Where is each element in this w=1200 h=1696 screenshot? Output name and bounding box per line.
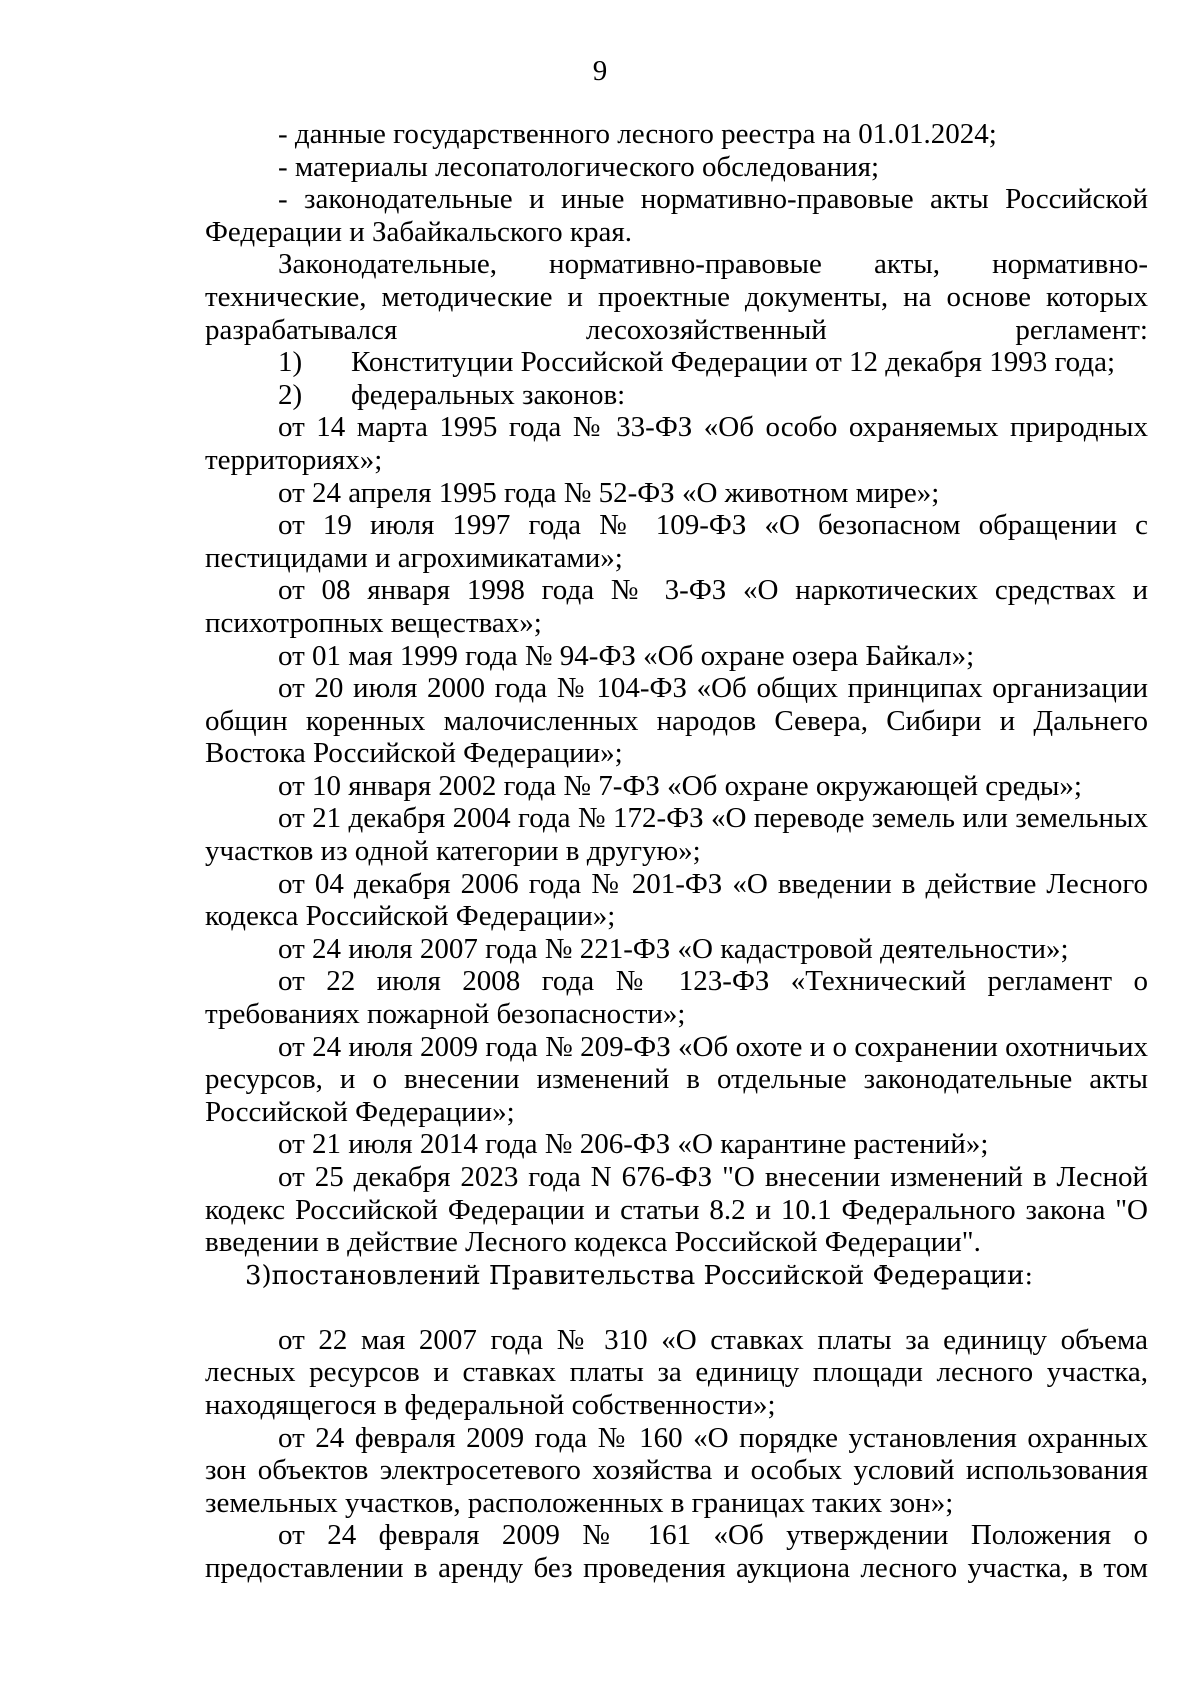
- paragraph: от 22 мая 2007 года № 310 «О ставках платы за единицу объема лесных ресурсов и ставках платы за единицу площади лесного участка, находящегося в федеральной собственности»;: [205, 1323, 1148, 1421]
- paragraph: от 24 февраля 2009 № 161 «Об утверждении Положения о предоставлении в аренду без проведения аукциона лесного участка, в том: [205, 1519, 1148, 1584]
- item-text: федеральных законов:: [351, 378, 626, 411]
- paragraph: Законодательные, нормативно-правовые акты, нормативно-технические, методические и проектные документы, на основе которых разрабатывался лесохозяйственный регламент:: [205, 248, 1148, 346]
- document-body: [205, 118, 1148, 1585]
- paragraph: от 21 июля 2014 года № 206-ФЗ «О карантине растений»;: [278, 1128, 989, 1161]
- paragraph: - данные государственного лесного реестра на 01.01.2024;: [278, 118, 997, 150]
- paragraph: от 21 декабря 2004 года № 172-ФЗ «О переводе земель или земельных участков из одной категории в другую»;: [205, 802, 1148, 868]
- paragraph: от 01 мая 1999 года № 94-ФЗ «Об охране озера Байкал»;: [278, 639, 975, 672]
- paragraph: - материалы лесопатологического обследования;: [278, 150, 879, 183]
- paragraph: - законодательные и иные нормативно-правовые акты Российской Федерации и Забайкальского края.: [205, 183, 1148, 248]
- paragraph: от 20 июля 2000 года № 104-ФЗ «Об общих принципах организации общин коренных малочисленных народов Севера, Сибири и Дальнего Востока Российской Федерации»;: [205, 672, 1148, 770]
- paragraph: от 08 января 1998 года № 3-ФЗ «О наркотических средствах и психотропных веществах»;: [205, 574, 1148, 639]
- paragraph: от 19 июля 1997 года № 109-ФЗ «О безопасном обращении с пестицидами и агрохимикатами»;: [205, 509, 1148, 574]
- paragraph: от 24 февраля 2009 года № 160 «О порядке установления охранных зон объектов электросетевого хозяйства и особых условий использования земельных участков, расположенных в границах таких зон»;: [205, 1421, 1148, 1519]
- paragraph: от 10 января 2002 года № 7-ФЗ «Об охране окружающей среды»;: [278, 769, 1082, 802]
- page-number: 9: [592, 55, 608, 87]
- section-heading: 3)постановлений Правительства Российской Федерации:: [245, 1260, 1034, 1291]
- item-text: Конституции Российской Федерации от 12 декабря 1993 года;: [351, 346, 1116, 379]
- numbered-item: [205, 379, 1148, 412]
- numbered-item: [205, 346, 1148, 379]
- paragraph: от 24 апреля 1995 года № 52-ФЗ «О животном мире»;: [278, 476, 940, 509]
- item-number: 1): [278, 346, 303, 379]
- paragraph: от 04 декабря 2006 года № 201-ФЗ «О введении в действие Лесного кодекса Российской Федерации»;: [205, 867, 1148, 933]
- paragraph: от 25 декабря 2023 года N 676-ФЗ "О внесении изменений в Лесной кодекс Российской Федерации и статьи 8.2 и 10.1 Федерального закона "О введении в действие Лесного кодекса Российской Федерации".: [205, 1161, 1148, 1259]
- paragraph: от 22 июля 2008 года № 123-ФЗ «Технический регламент о требованиях пожарной безопасности»;: [205, 965, 1148, 1031]
- paragraph: от 24 июля 2007 года № 221-ФЗ «О кадастровой деятельности»;: [278, 932, 1069, 965]
- item-number: 2): [278, 378, 303, 411]
- paragraph: от 14 марта 1995 года № 33-ФЗ «Об особо охраняемых природных территориях»;: [205, 411, 1148, 476]
- paragraph: от 24 июля 2009 года № 209-ФЗ «Об охоте и о сохранении охотничьих ресурсов, и о внесении изменений в отдельные законодательные акты Российской Федерации»;: [205, 1030, 1148, 1128]
